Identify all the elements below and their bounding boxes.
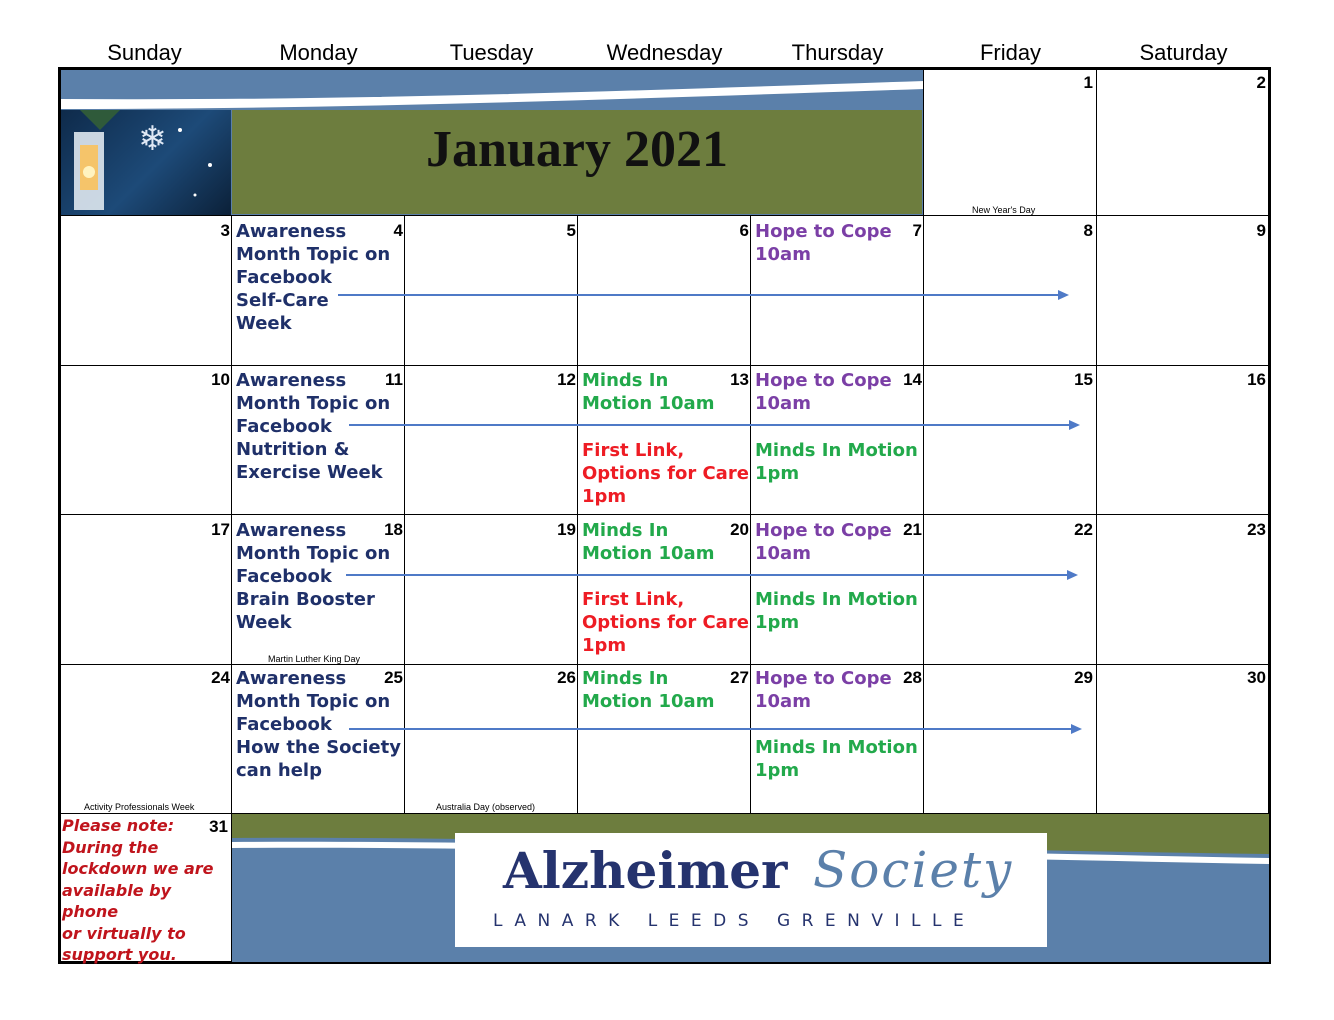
note-line: available by phone	[62, 880, 172, 921]
event-line: Brain Booster	[236, 589, 375, 610]
day-number: 19	[557, 520, 576, 539]
day-number: 4	[393, 221, 403, 240]
event-line: Options for Care	[582, 463, 749, 484]
event-line: Awareness	[236, 520, 347, 541]
day-number: 18	[384, 520, 403, 539]
day-number: 10	[211, 370, 230, 389]
event-line: 1pm	[755, 760, 800, 781]
event-line: Awareness	[236, 370, 347, 391]
arrow-line	[349, 728, 1071, 730]
grid-line	[1096, 69, 1097, 215]
event-line: 1pm	[755, 463, 800, 484]
arrow-line	[338, 294, 1058, 296]
day-number: 22	[1074, 520, 1093, 539]
day-number: 17	[211, 520, 230, 539]
hope-to-cope-event	[755, 667, 892, 713]
event-line: 10am	[755, 244, 811, 265]
day-number: 25	[384, 668, 403, 687]
day-number: 2	[1256, 73, 1266, 92]
awareness-event	[236, 519, 390, 634]
day-number: 6	[739, 221, 749, 240]
grid-line	[923, 69, 924, 215]
day-number: 15	[1074, 370, 1093, 389]
day-number: 3	[220, 221, 230, 240]
event-line: Minds In Motion	[755, 589, 918, 610]
event-line: Awareness	[236, 668, 347, 689]
day-number: 28	[903, 668, 922, 687]
event-line: Month Topic on	[236, 543, 391, 564]
day-number: 5	[566, 221, 576, 240]
day-number: 8	[1083, 221, 1093, 240]
event-line: Facebook	[236, 566, 332, 587]
weekday-monday: Monday	[279, 40, 358, 65]
grid-line	[60, 365, 1269, 366]
event-line: Minds In Motion	[755, 440, 918, 461]
event-line: Facebook	[236, 416, 332, 437]
lockdown-note	[62, 815, 232, 966]
day-number: 30	[1247, 668, 1266, 687]
first-link-event	[582, 439, 749, 508]
event-line: Hope to Cope	[755, 668, 892, 689]
day-number: 14	[903, 370, 922, 389]
day-number: 9	[1256, 221, 1266, 240]
svg-text:❄: ❄	[138, 119, 167, 159]
weekday-sunday: Sunday	[107, 40, 182, 65]
event-line: 10am	[755, 393, 811, 414]
event-line: Week	[236, 313, 292, 334]
event-line: Facebook	[236, 714, 332, 735]
logo-tagline: LANARK LEEDS GRENVILLE	[493, 911, 976, 931]
note-line: lockdown we are	[62, 859, 214, 878]
event-line: 1pm	[582, 635, 627, 656]
arrow-head-icon	[1067, 570, 1078, 580]
holiday-label: Martin Luther King Day	[268, 654, 361, 664]
hope-to-cope-event	[755, 519, 892, 565]
event-line: Hope to Cope	[755, 221, 892, 242]
event-line: Week	[236, 612, 292, 633]
event-line: First Link,	[582, 440, 685, 461]
note-line: support you.	[62, 945, 177, 964]
event-line: Nutrition &	[236, 439, 350, 460]
event-line: Minds In	[582, 520, 669, 541]
first-link-event	[582, 588, 749, 657]
day-number: 29	[1074, 668, 1093, 687]
arrow-line	[346, 574, 1067, 576]
event-line: Month Topic on	[236, 244, 391, 265]
day-number: 11	[385, 370, 403, 389]
holiday-label: Australia Day (observed)	[436, 802, 536, 812]
event-line: Motion 10am	[582, 691, 715, 712]
day-number: 31	[209, 817, 228, 836]
awareness-event	[236, 667, 401, 782]
grid-line	[60, 664, 1269, 665]
day-number: 21	[903, 520, 922, 539]
event-line: How the Society	[236, 737, 401, 758]
event-line: Minds In	[582, 370, 669, 391]
hope-to-cope-event	[755, 220, 892, 266]
event-line: Exercise Week	[236, 462, 383, 483]
day-number: 13	[730, 370, 749, 389]
event-line: Hope to Cope	[755, 520, 892, 541]
minds-in-motion-event	[755, 588, 918, 634]
day-number: 12	[557, 370, 576, 389]
page-title: January 2021	[426, 121, 728, 178]
event-line: Awareness	[236, 221, 347, 242]
weekday-wednesday: Wednesday	[606, 40, 723, 65]
event-line: 1pm	[582, 486, 627, 507]
event-line: Month Topic on	[236, 393, 391, 414]
day-number: 7	[912, 221, 922, 240]
society-logo	[455, 833, 1047, 947]
event-line: Month Topic on	[236, 691, 391, 712]
day-number: 16	[1247, 370, 1266, 389]
grid-line	[60, 514, 1269, 515]
minds-in-motion-event	[755, 736, 918, 782]
event-line: 10am	[755, 691, 811, 712]
awareness-event	[236, 220, 390, 335]
weekday-friday: Friday	[979, 40, 1042, 65]
holiday-label: New Year's Day	[972, 205, 1036, 215]
holiday-label: Activity Professionals Week	[84, 802, 195, 812]
arrow-head-icon	[1069, 420, 1080, 430]
event-line: First Link,	[582, 589, 685, 610]
day-number: 1	[1083, 73, 1093, 92]
minds-in-motion-event	[582, 667, 714, 713]
day-number: 26	[557, 668, 576, 687]
minds-in-motion-event	[582, 369, 714, 415]
logo-word-society: Society	[813, 841, 1014, 899]
event-line: Facebook	[236, 267, 332, 288]
event-line: can help	[236, 760, 322, 781]
weekday-saturday: Saturday	[1139, 40, 1228, 65]
event-line: Hope to Cope	[755, 370, 892, 391]
weekday-tuesday: Tuesday	[449, 40, 534, 65]
note-line: During the	[62, 837, 159, 857]
event-line: Self-Care	[236, 290, 329, 311]
hope-to-cope-event	[755, 369, 892, 415]
event-line: Options for Care	[582, 612, 749, 633]
arrow-head-icon	[1058, 290, 1069, 300]
day-number: 23	[1247, 520, 1266, 539]
arrow-head-icon	[1071, 724, 1082, 734]
event-line: Minds In Motion	[755, 737, 918, 758]
logo-word-alzheimer: Alzheimer	[503, 841, 788, 900]
grid-line	[60, 215, 1269, 216]
awareness-event	[236, 369, 390, 484]
minds-in-motion-event	[582, 519, 714, 565]
day-number: 27	[730, 668, 749, 687]
day-number: 24	[211, 668, 230, 687]
day-number: 20	[730, 520, 749, 539]
event-line: 10am	[755, 543, 811, 564]
event-line: Minds In	[582, 668, 669, 689]
note-line: or virtually to	[62, 923, 186, 943]
event-line: Motion 10am	[582, 393, 715, 414]
event-line: 1pm	[755, 612, 800, 633]
arrow-line	[349, 424, 1069, 426]
event-line: Motion 10am	[582, 543, 715, 564]
note-line: Please note:	[62, 816, 175, 835]
minds-in-motion-event	[755, 439, 918, 485]
weekday-thursday: Thursday	[791, 40, 884, 65]
